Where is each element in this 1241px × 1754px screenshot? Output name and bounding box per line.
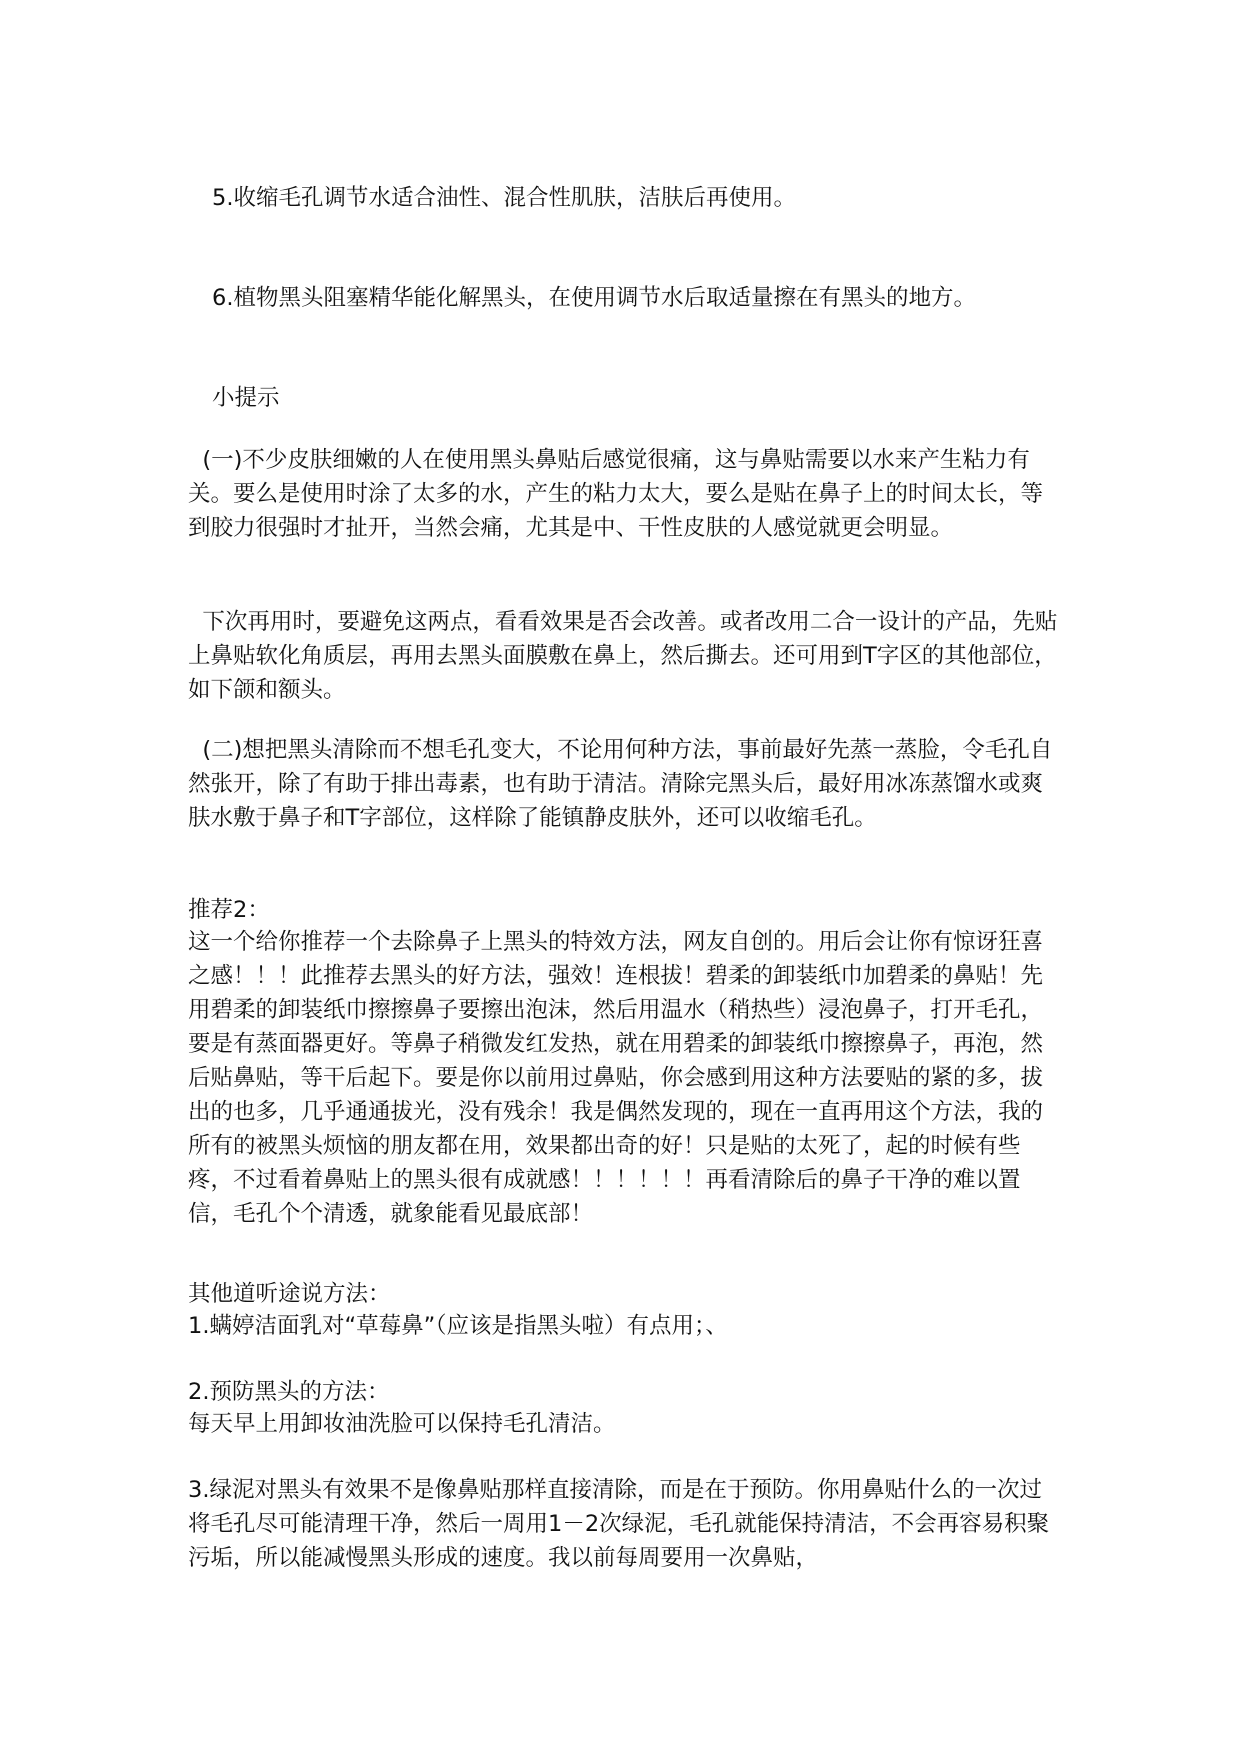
item-5-paragraph: 5.收缩毛孔调节水适合油性、混合性肌肤，洁肤后再使用。 [212,185,796,211]
tip-1-paragraph: (一)不少皮肤细嫩的人在使用黑头鼻贴后感觉很痛，这与鼻贴需要以水来产生粘力有关。要么是使用时涂了太多的水，产生的粘力太大，要么是贴在鼻子上的时间太长，等到胶力很强时才扯开，当然会痛，尤其是中、干性皮肤的人感觉就更会明显。 [188,447,1044,541]
other-method-2-heading: 2.预防黑头的方法： [188,1379,390,1405]
other-methods-heading: 其他道听途说方法： [188,1281,391,1307]
other-method-3-paragraph: 3.绿泥对黑头有效果不是像鼻贴那样直接清除，而是在于预防。你用鼻贴什么的一次过将毛孔尽可能清理干净，然后一周用1－2次绿泥，毛孔就能保持清洁，不会再容易积聚污垢，所以能减慢黑头形成的速度。我以前每周要用一次鼻贴， [188,1477,1050,1571]
tips-heading: 小提示 [212,385,280,411]
other-method-1: 1.螨婷洁面乳对“草莓鼻”（应该是指黑头啦）有点用；、 [188,1313,728,1339]
tip-1-followup-paragraph: 下次再用时，要避免这两点，看看效果是否会改善。或者改用二合一设计的产品，先贴上鼻贴软化角质层，再用去黑头面膜敷在鼻上，然后撕去。还可用到T字区的其他部位，如下颌和额头。 [188,609,1058,703]
recommend-body-paragraph: 这一个给你推荐一个去除鼻子上黑头的特效方法，网友自创的。用后会让你有惊讶狂喜之感！！！此推荐去黑头的好方法，强效！连根拔！碧柔的卸装纸巾加碧柔的鼻贴！先用碧柔的卸装纸巾擦擦鼻子要擦出泡沫，然后用温水（稍热些）浸泡鼻子，打开毛孔，要是有蒸面器更好。等鼻子稍微发红发热，就在用碧柔的卸装纸巾擦擦鼻子，再泡，然后贴鼻贴，等干后起下。要是你以前用过鼻贴，你会感到用这种方法要贴的紧的多，拔出的也多，几乎通通拔光，没有残余！我是偶然发现的，现在一直再用这个方法，我的所有的被黑头烦恼的朋友都在用，效果都出奇的好！只是贴的太死了，起的时候有些疼，不过看着鼻贴上的黑头很有成就感！！！！！！再看清除后的鼻子干净的难以置信，毛孔个个清透，就象能看见最底部！ [188,929,1044,1227]
item-6-paragraph: 6.植物黑头阻塞精华能化解黑头，在使用调节水后取适量擦在有黑头的地方。 [212,285,976,311]
tip-2-paragraph: (二)想把黑头清除而不想毛孔变大，不论用何种方法，事前最好先蒸一蒸脸，令毛孔自然张开，除了有助于排出毒素，也有助于清洁。清除完黑头后，最好用冰冻蒸馏水或爽肤水敷于鼻子和T字部位，这样除了能镇静皮肤外，还可以收缩毛孔。 [188,737,1053,831]
other-method-2-body: 每天早上用卸妆油洗脸可以保持毛孔清洁。 [188,1411,616,1437]
recommend-heading: 推荐2： [188,897,270,923]
